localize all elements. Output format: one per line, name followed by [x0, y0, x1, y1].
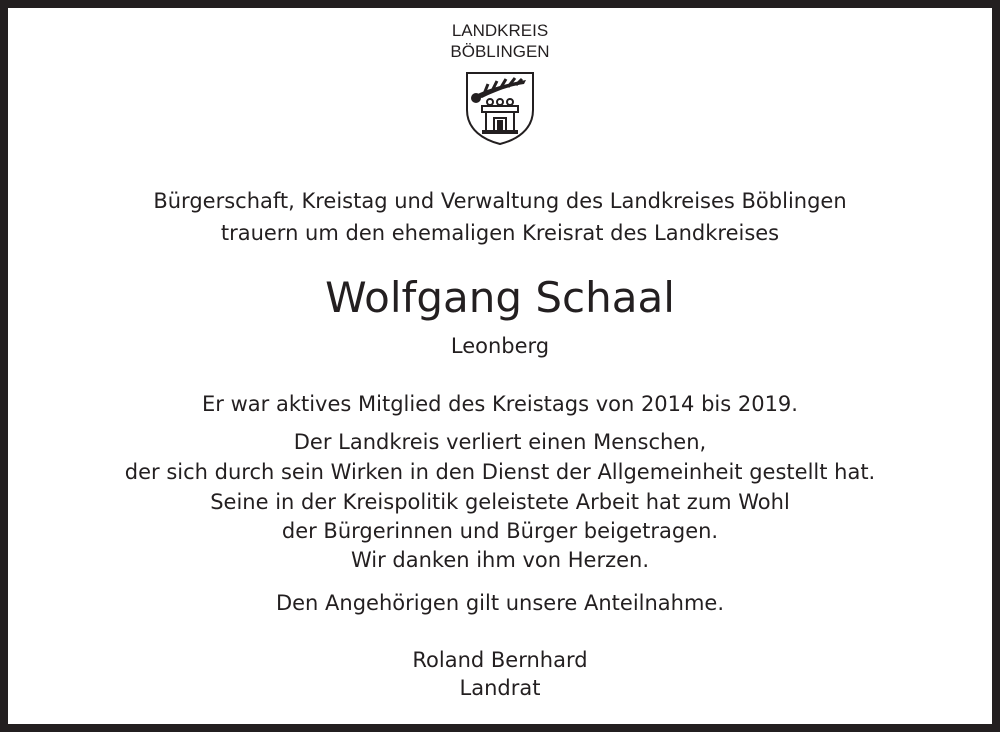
- membership-text: Er war aktives Mitglied des Kreistags von 2014 bis 2019.: [202, 392, 798, 416]
- signature-name: Roland Bernhard: [412, 648, 588, 672]
- tribute-line: der Bürgerinnen und Bürger beigetragen.: [281, 519, 719, 543]
- intro-line: trauern um den ehemaligen Kreisrat des Landkreises: [220, 221, 780, 245]
- tribute-line: Seine in der Kreispolitik geleistete Arbeit hat zum Wohl: [210, 490, 790, 514]
- logo-line-1: LANDKREIS: [451, 21, 549, 40]
- tribute-line: Wir danken ihm von Herzen.: [350, 548, 650, 572]
- intro-line: Bürgerschaft, Kreistag und Verwaltung des Landkreises Böblingen: [153, 189, 847, 213]
- logo-line-2: BÖBLINGEN: [450, 42, 550, 61]
- signature-title: Landrat: [459, 676, 541, 700]
- tribute-line: Der Landkreis verliert einen Menschen,: [293, 430, 707, 454]
- tribute-line: der sich durch sein Wirken in den Dienst der Allgemeinheit gestellt hat.: [124, 460, 876, 484]
- coat-of-arms-icon: [464, 70, 536, 146]
- condolence-text: Den Angehörigen gilt unsere Anteilnahme.: [275, 591, 725, 615]
- deceased-name: Wolfgang Schaal: [325, 273, 675, 322]
- deceased-place: Leonberg: [450, 334, 550, 358]
